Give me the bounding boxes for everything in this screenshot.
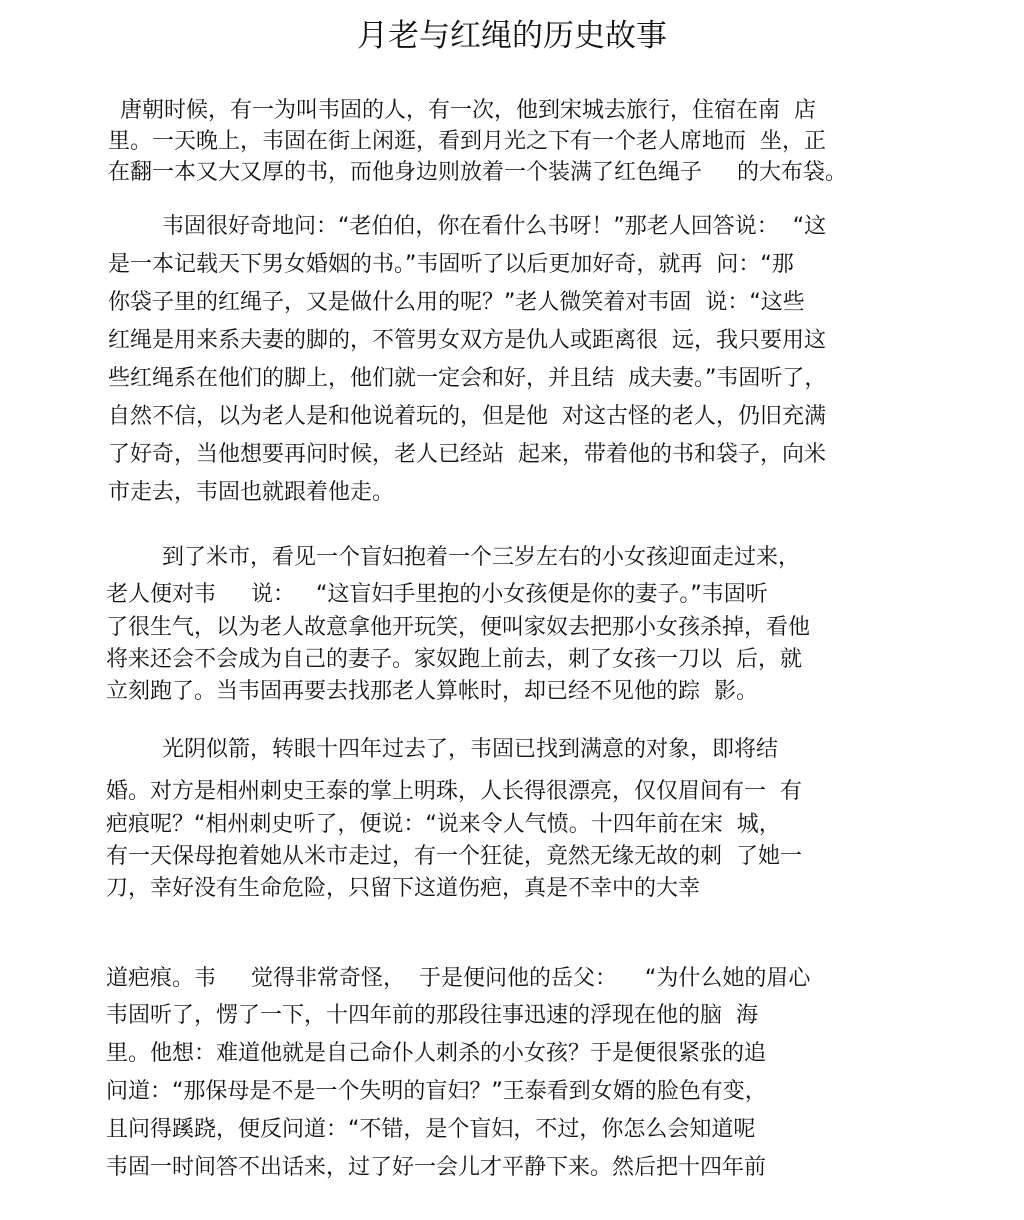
text-line: 韦固一时间答不出话来，过了好一会儿才平静下来。然后把十四年前 [106, 1155, 767, 1180]
text-line: 唐朝时候，有一为叫韦固的人，有一次，他到宋城去旅行，住宿在南 店 [120, 98, 816, 123]
text-line: 立刻跑了。当韦固再要去找那老人算帐时，却已经不见他的踪 影。 [106, 679, 758, 704]
text-line: 且问得蹊跷，便反问道：“不错，是个盲妇，不过，你怎么会知道呢 [106, 1117, 756, 1142]
text-line: 红绳是用来系夫妻的脚的，不管男女双方是仇人或距离很 远，我只要用这 [108, 328, 826, 353]
text-line: 在翻一本又大又厚的书，而他身边则放着一个装满了红色绳子 的大布袋。 [108, 160, 847, 185]
text-line: 问道：“那保母是不是一个失明的盲妇？”王泰看到女婿的脸色有变， [106, 1079, 767, 1104]
text-line: 你袋子里的红绳子，又是做什么用的呢？”老人微笑着对韦固 说：“这些 [108, 290, 805, 315]
text-line: 韦固听了，愣了一下，十四年前的那段往事迅速的浮现在他的脑 海 [106, 1003, 758, 1028]
text-line: 将来还会不会成为自己的妻子。家奴跑上前去，刺了女孩一刀以 后，就 [106, 647, 802, 672]
text-line: 里。他想：难道他就是自己命仆人刺杀的小女孩？于是便很紧张的追 [106, 1041, 767, 1066]
text-line: 道疤痕。韦 觉得非常奇怪， 于是便问他的岳父： “为什么她的眉心 [106, 966, 811, 991]
text-line: 里。一天晚上，韦固在街上闲逛，看到月光之下有一个老人席地而 坐，正 [108, 129, 826, 154]
text-line: 了很生气，以为老人故意拿他开玩笑，便叫家奴去把那小女孩杀掉，看他 [106, 615, 811, 640]
text-line: 老人便对韦 说： “这盲妇手里抱的小女孩便是你的妻子。”韦固听 [106, 582, 768, 607]
text-line: 自然不信，以为老人是和他说着玩的，但是他 对这古怪的老人，仍旧充满 [108, 404, 826, 429]
text-line: 到了米市，看见一个盲妇抱着一个三岁左右的小女孩迎面走过来， [162, 545, 801, 570]
text-line: 是一本记载天下男女婚姻的书。”韦固听了以后更加好奇，就再 问：“那 [108, 252, 794, 277]
text-line: 疤痕呢？“相州刺史听了，便说：“说来令人气愤。十四年前在宋 城， [106, 812, 781, 837]
text-line: 婚。对方是相州刺史王泰的掌上明珠，人长得很漂亮，仅仅眉间有一 有 [106, 779, 802, 804]
text-line: 些红绳系在他们的脚上，他们就一定会和好，并且结 成夫妻。”韦固听了， [108, 366, 827, 391]
text-line: 韦固很好奇地问：“老伯伯，你在看什么书呀！”那老人回答说： “这 [162, 214, 827, 239]
text-line: 刀，幸好没有生命危险，只留下这道伤疤，真是不幸中的大幸 [106, 876, 701, 901]
text-line: 了好奇，当他想要再问时候，老人已经站 起来，带着他的书和袋子，向米 [108, 442, 826, 467]
text-line: 有一天保母抱着她从米市走过，有一个狂徒，竟然无缘无故的刺 了她一 [106, 844, 802, 869]
text-line: 市走去，韦固也就跟着他走。 [108, 480, 395, 505]
text-line: 光阴似箭，转眼十四年过去了，韦固已找到满意的对象，即将结 [162, 737, 779, 762]
document-title: 月老与红绳的历史故事 [357, 18, 667, 54]
